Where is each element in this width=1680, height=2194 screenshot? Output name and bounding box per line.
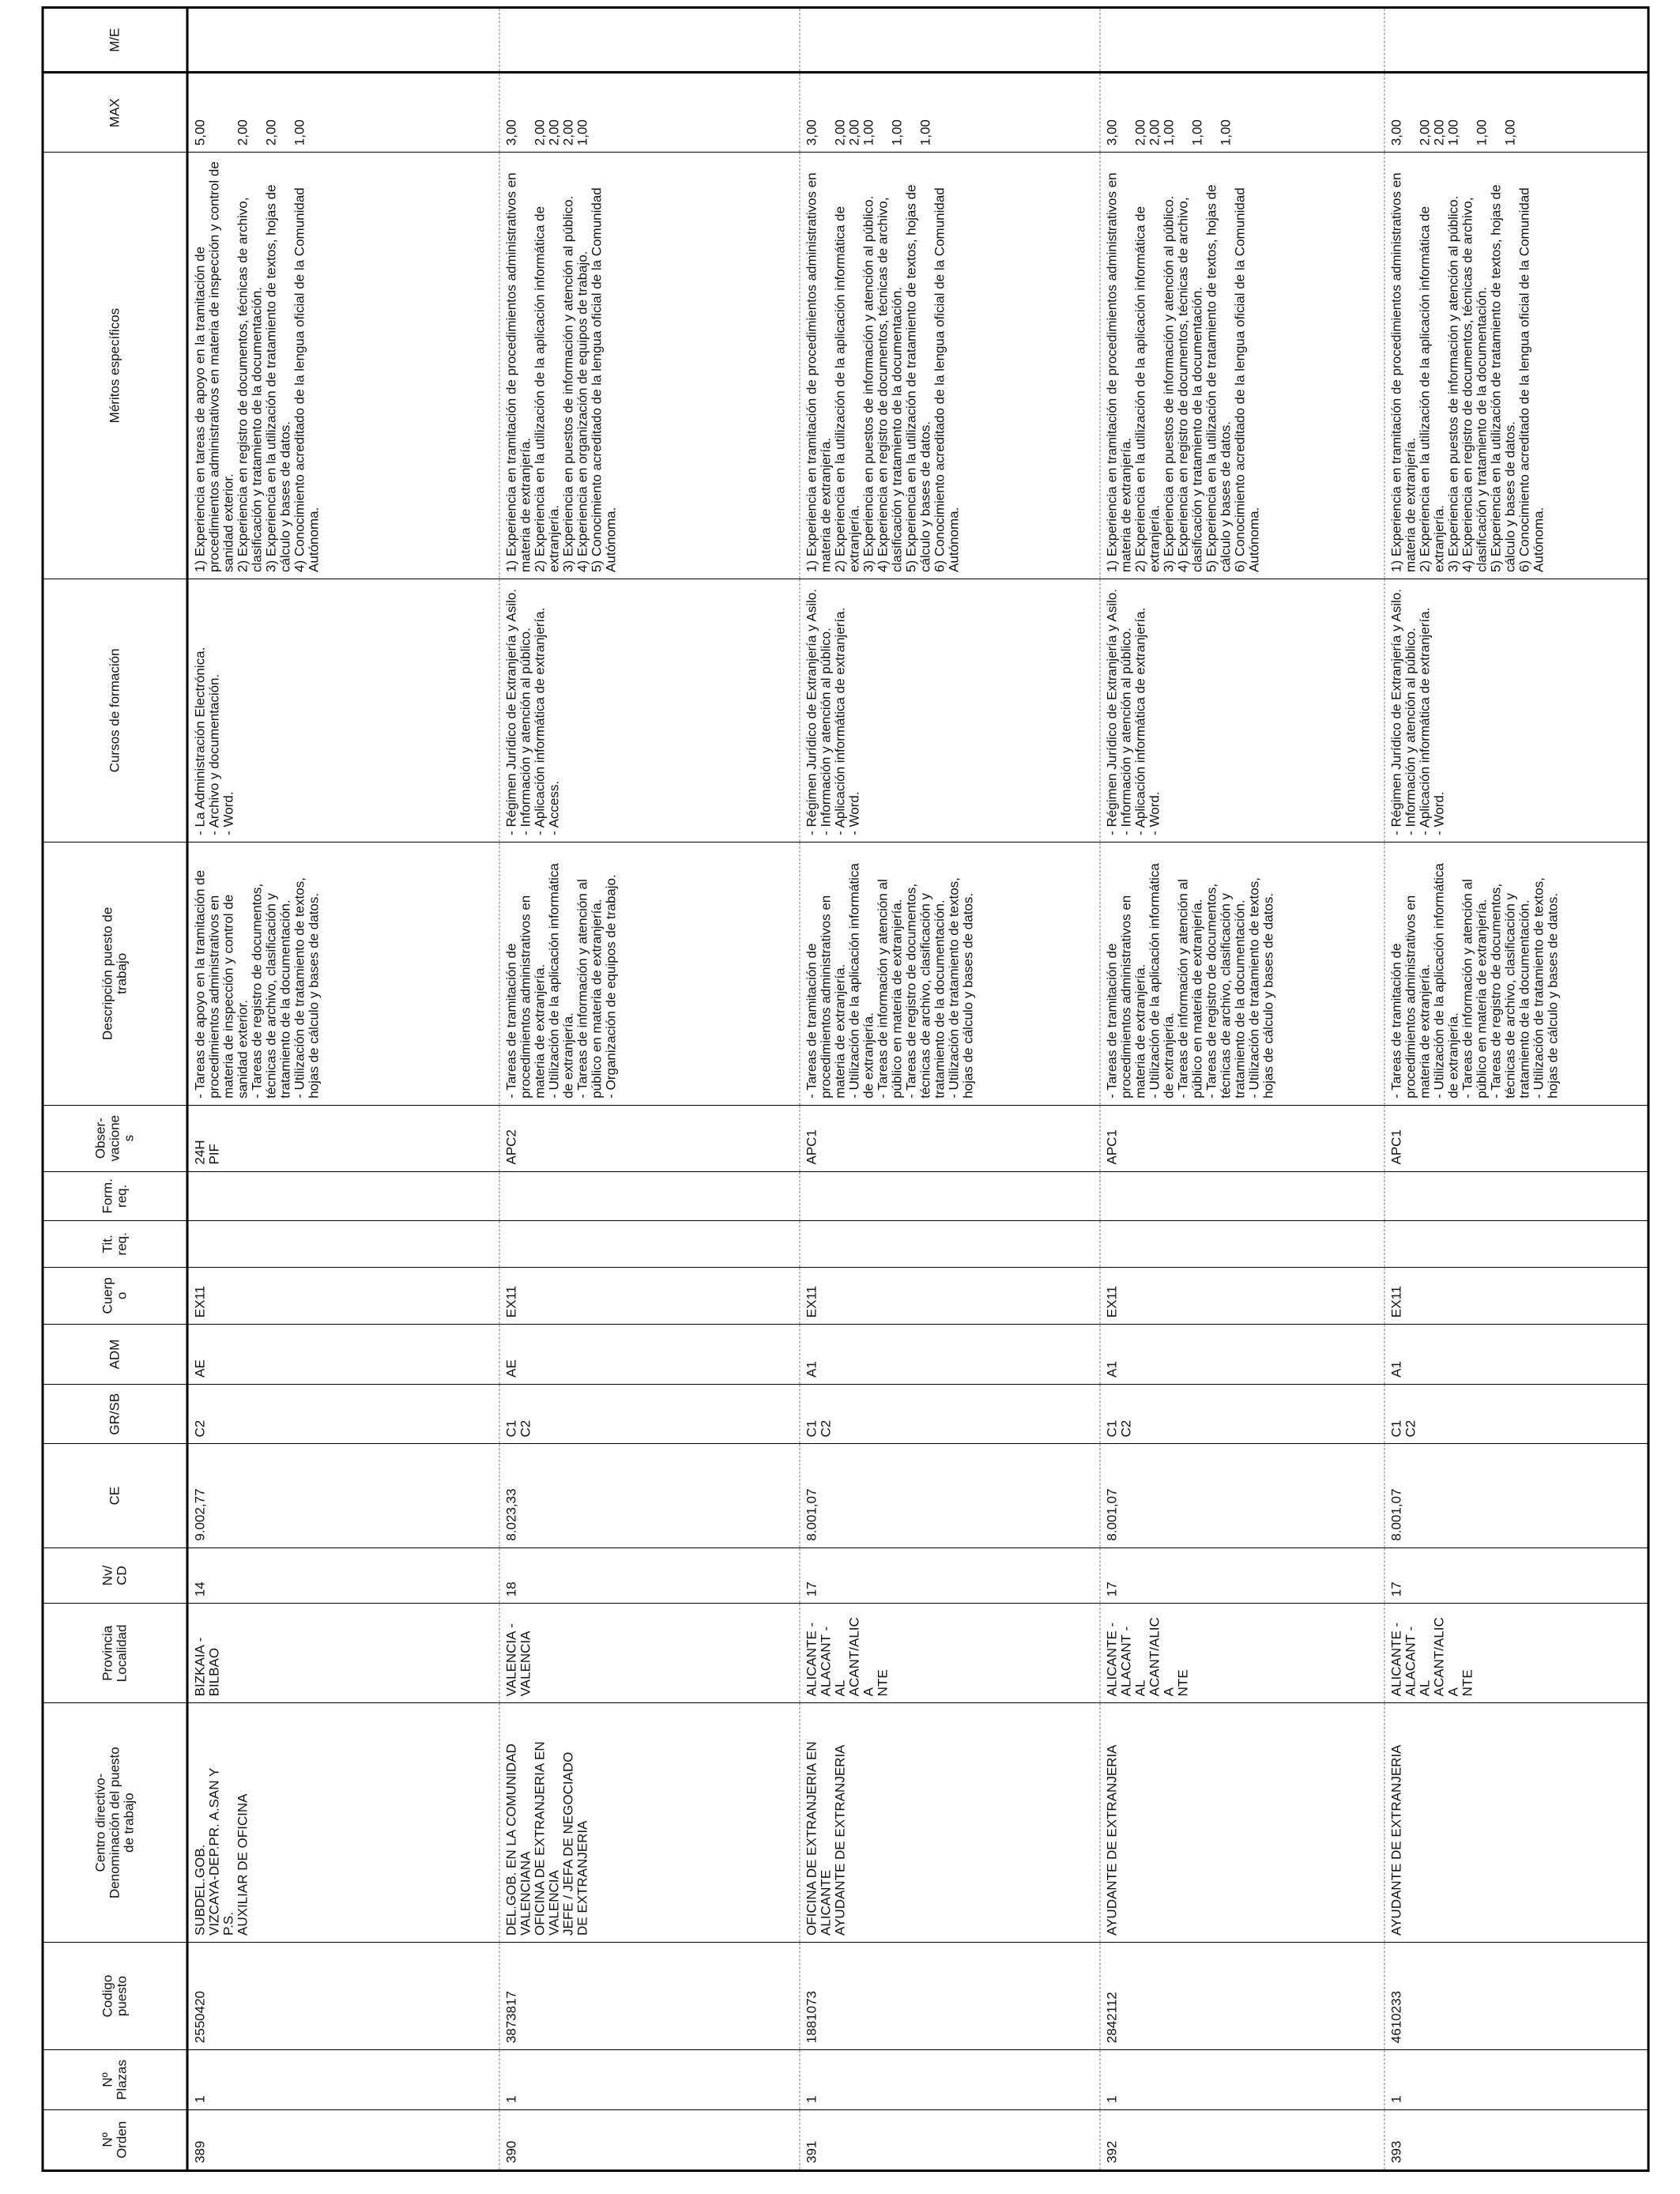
max-cell	[187, 73, 499, 153]
max-value: 1,00	[1474, 119, 1490, 146]
me-cell	[800, 9, 1100, 73]
max-value	[1490, 80, 1504, 145]
meritos-cell: 1) Experiencia en tramitación de procedimientos administrativos en materia de extranjería. 2) Experiencia en la utilización de la aplicación informática de extranjería. 3) Experiencia en puestos de información y atención al público. 4) Experiencia en registro de documentos, técnicas de archivo, clasificación y tratamiento de la documentación. 5) Experiencia en la utilización de tratamiento de textos, hojas de cálculo y bases de datos. 6) Conocimiento acreditado de la lengua oficial de la Comunidad Autónoma.	[1384, 153, 1648, 579]
codigo-cell: 2550420	[187, 1943, 499, 2050]
plazas-cell: 1	[1384, 2050, 1648, 2110]
max-cell	[499, 73, 800, 153]
header-ce: CE	[44, 1444, 188, 1547]
max-value	[1177, 80, 1191, 145]
max-value: 3,00	[1388, 119, 1404, 146]
form-cell	[1384, 1171, 1648, 1221]
cuerpo-cell: EX11	[800, 1267, 1100, 1325]
provincia-cell: ALICANTE - ALACANT - AL ACANT/ALICA NTE	[1100, 1604, 1384, 1703]
max-value	[905, 80, 919, 145]
adm-cell: AE	[187, 1325, 499, 1385]
max-value: 2,00	[832, 119, 848, 146]
tit-cell	[499, 1221, 800, 1268]
orden-cell: 391	[800, 2109, 1100, 2169]
adm-cell: A1	[1100, 1325, 1384, 1385]
ce-cell: 8.001,07	[1384, 1444, 1648, 1547]
max-value: 1,00	[917, 119, 933, 146]
tit-cell	[1100, 1221, 1384, 1268]
header-orden: Nº Orden	[44, 2109, 188, 2169]
grupo-cell: C1 C2	[1384, 1384, 1648, 1444]
max-value: 3,00	[804, 119, 819, 146]
nivel-cell: 14	[187, 1547, 499, 1604]
header-cursos: Cursos de formación	[44, 579, 188, 842]
header-plazas: Nº Plazas	[44, 2050, 188, 2110]
nivel-cell: 17	[1100, 1547, 1384, 1604]
header-obs: Obser- vaciones	[44, 1105, 188, 1171]
tit-cell	[1384, 1221, 1648, 1268]
tit-cell	[187, 1221, 499, 1268]
cursos-cell: - Régimen Jurídico de Extranjería y Asilo. - Información y atención al público. - Aplicación informática de extranjería. - Word.	[1384, 579, 1648, 842]
provincia-cell: BIZKAIA - BILBAO	[187, 1604, 499, 1703]
orden-cell: 393	[1384, 2109, 1648, 2169]
descripcion-cell: - Tareas de apoyo en la tramitación de procedimientos administrativos en materia de inspección y control de sanidad exterior. - Tareas de registro de documentos, técnicas de archivo, clasificación y tratamiento de la documentación. - Utilización de tratamiento de textos, hojas de cálculo y bases de datos.	[187, 842, 499, 1105]
form-cell	[499, 1171, 800, 1221]
puesto-name: AYUDANTE DE EXTRANJERIA	[832, 1744, 848, 1936]
max-value	[519, 80, 533, 145]
descripcion-cell: - Tareas de tramitación de procedimientos administrativos en materia de extranjería. - Utilización de la aplicación informática de extranjería. - Tareas de información y atención al público en materia de extranjería. - Tareas de registro de documentos, técnicas de archivo, clasificación y tratamiento de la documentación. - Utilización de tratamiento de textos, hojas de cálculo y bases de datos.	[800, 842, 1100, 1105]
header-provincia: Provincia Localidad	[44, 1604, 188, 1703]
max-value	[1205, 80, 1219, 145]
cuerpo-cell: EX11	[1384, 1267, 1648, 1325]
obs-cell: APC1	[1384, 1105, 1648, 1171]
max-value: 5,00	[192, 119, 208, 146]
obs-cell: APC2	[499, 1105, 800, 1171]
grupo-cell: C1 C2	[1100, 1384, 1384, 1444]
plazas-cell: 1	[187, 2050, 499, 2110]
centro-cell	[499, 1703, 800, 1943]
max-value	[819, 80, 834, 145]
provincia-cell: ALICANTE - ALACANT - AL ACANT/ALICA NTE	[800, 1604, 1100, 1703]
orden-cell: 389	[192, 2140, 208, 2163]
max-value: 3,00	[1104, 119, 1120, 146]
nivel-cell: 18	[499, 1547, 800, 1604]
header-codigo: Codigo puesto	[44, 1943, 188, 2050]
max-value	[279, 80, 293, 145]
adm-cell: AE	[499, 1325, 800, 1385]
cuerpo-cell: EX11	[499, 1267, 800, 1325]
max-value: 2,00	[1147, 119, 1162, 146]
ce-cell: 8.001,07	[1100, 1444, 1384, 1547]
max-value: 1,00	[861, 119, 876, 146]
max-value: 1,00	[1445, 119, 1461, 146]
nivel-cell: 17	[1384, 1547, 1648, 1604]
header-row	[44, 9, 188, 2169]
header-cuerpo: Cuerpo	[44, 1267, 188, 1325]
codigo-cell: 2842112	[1100, 1943, 1384, 2050]
ce-cell: 8.001,07	[800, 1444, 1100, 1547]
centro-cell	[1100, 1703, 1384, 1943]
form-cell	[187, 1171, 499, 1221]
max-value: 1,00	[1161, 119, 1177, 146]
puesto-name: AYUDANTE DE EXTRANJERIA	[1104, 1744, 1120, 1936]
header-form: Form. req.	[44, 1171, 188, 1221]
max-cell	[1384, 73, 1648, 153]
form-cell	[800, 1171, 1100, 1221]
cuerpo-cell: EX11	[187, 1267, 499, 1325]
max-value: 3,00	[503, 119, 519, 146]
codigo-cell: 4610233	[1384, 1943, 1648, 2050]
cursos-cell: - Régimen Jurídico de Extranjería y Asilo. - Información y atención al público. - Aplicación informática de extranjería. - Access.	[499, 579, 800, 842]
max-value	[250, 80, 265, 145]
header-adm: ADM	[44, 1325, 188, 1385]
max-value: 1,00	[1218, 119, 1234, 146]
max-value: 2,00	[846, 119, 862, 146]
max-value: 2,00	[532, 119, 548, 146]
max-value	[876, 80, 891, 145]
grupo-cell: C1 C2	[800, 1384, 1100, 1444]
cuerpo-cell: EX11	[1100, 1267, 1384, 1325]
obs-cell: APC1	[1100, 1105, 1384, 1171]
meritos-cell: 1) Experiencia en tramitación de procedimientos administrativos en materia de extranjería. 2) Experiencia en la utilización de la aplicación informática de extranjería. 3) Experiencia en puestos de información y atención al público. 4) Experiencia en registro de documentos, técnicas de archivo, clasificación y tratamiento de la documentación. 5) Experiencia en la utilización de tratamiento de textos, hojas de cálculo y bases de datos. 6) Conocimiento acreditado de la lengua oficial de la Comunidad Autónoma.	[800, 153, 1100, 579]
max-value	[1461, 80, 1475, 145]
descripcion-cell: - Tareas de tramitación de procedimientos administrativos en materia de extranjería. - Utilización de la aplicación informática de extranjería. - Tareas de información y atención al público en materia de extranjería. - Tareas de registro de documentos, técnicas de archivo, clasificación y tratamiento de la documentación. - Utilización de tratamiento de textos, hojas de cálculo y bases de datos.	[1384, 842, 1648, 1105]
max-value	[1120, 80, 1134, 145]
max-value: 2,00	[235, 119, 250, 146]
ce-cell: 8.023,33	[499, 1444, 800, 1547]
meritos-cell: 1) Experiencia en tareas de apoyo en la tramitación de procedimientos administrativos en materia de inspección y control de sanidad exterior. 2) Experiencia en registro de documentos, técnicas de archivo, clasificación y tratamiento de la documentación. 3) Experiencia en la utilización de tratamiento de textos, hojas de cálculo y bases de datos. 4) Conocimiento acreditado de la lengua oficial de la Comunidad Autónoma.	[187, 153, 499, 579]
plazas-cell: 1	[800, 2050, 1100, 2110]
table-row	[1100, 9, 1384, 2169]
max-value: 1,00	[1502, 119, 1518, 146]
header-tit: Tit. req.	[44, 1221, 188, 1268]
max-value: 1,00	[292, 119, 307, 146]
max-value: 1,00	[889, 119, 905, 146]
max-value	[222, 80, 236, 145]
max-value: 2,00	[1431, 119, 1447, 146]
codigo-cell: 3873817	[499, 1943, 800, 2050]
max-value	[208, 80, 222, 145]
centro-cell	[187, 1703, 499, 1943]
centro-cell	[1384, 1703, 1648, 1943]
cursos-cell: - Régimen Jurídico de Extranjería y Asilo. - Información y atención al público. - Aplicación informática de extranjería. - Word.	[800, 579, 1100, 842]
max-cell	[1100, 73, 1384, 153]
table-row	[800, 9, 1100, 2169]
codigo-cell: 1881073	[800, 1943, 1100, 2050]
meritos-cell: 1) Experiencia en tramitación de procedimientos administrativos en materia de extranjería. 2) Experiencia en la utilización de la aplicación informática de extranjería. 3) Experiencia en puestos de información y atención al público. 4) Experiencia en registro de documentos, técnicas de archivo, clasificación y tratamiento de la documentación. 5) Experiencia en la utilización de tratamiento de textos, hojas de cálculo y bases de datos. 6) Conocimiento acreditado de la lengua oficial de la Comunidad Autónoma.	[1100, 153, 1384, 579]
cursos-cell: - Régimen Jurídico de Extranjería y Asilo. - Información y atención al público. - Aplicación informática de extranjería. - Word.	[1100, 579, 1384, 842]
meritos-cell: 1) Experiencia en tramitación de procedimientos administrativos en materia de extranjería. 2) Experiencia en la utilización de la aplicación informática de extranjería. 3) Experiencia en puestos de información y atención al público. 4) Experiencia en organización de equipos de trabajo. 5) Conocimiento acreditado de la lengua oficial de la Comunidad Autónoma.	[499, 153, 800, 579]
me-cell	[1384, 9, 1648, 73]
max-value: 2,00	[263, 119, 279, 146]
table-row	[1384, 9, 1648, 2169]
puesto-name: JEFE / JEFA DE NEGOCIADO DE EXTRANJERIA	[560, 1751, 590, 1936]
header-descripcion: Descripción puesto de trabajo	[44, 842, 188, 1105]
me-cell	[187, 9, 499, 73]
table-row	[499, 9, 800, 2169]
centro-heading: DEL.GOB. EN LA COMUNIDAD VALENCIANA OFICINA DE EXTRANJERIA EN VALENCIA	[503, 1741, 562, 1936]
puesto-name: AYUDANTE DE EXTRANJERIA	[1388, 1744, 1404, 1936]
rotated-page	[42, 6, 1650, 2172]
plazas-cell: 1	[499, 2050, 800, 2110]
orden-cell: 392	[1100, 2109, 1384, 2169]
grupo-cell: C1 C2	[499, 1384, 800, 1444]
max-value	[1404, 80, 1418, 145]
header-max: MAX	[44, 73, 188, 153]
grupo-cell: C2	[187, 1384, 499, 1444]
max-value: 1,00	[574, 119, 590, 146]
header-meritos: Méritos específicos	[44, 153, 188, 579]
descripcion-cell: - Tareas de tramitación de procedimientos administrativos en materia de extranjería. - Utilización de la aplicación informática de extranjería. - Tareas de información y atención al público en materia de extranjería. - Tareas de registro de documentos, técnicas de archivo, clasificación y tratamiento de la documentación. - Utilización de tratamiento de textos, hojas de cálculo y bases de datos.	[1100, 842, 1384, 1105]
orden-cell: 390	[499, 2109, 800, 2169]
max-value: 2,00	[560, 119, 576, 146]
header-nivel: Nv/ CD	[44, 1547, 188, 1604]
provincia-cell: VALENCIA - VALENCIA	[499, 1604, 800, 1703]
cursos-cell: - La Administración Electrónica. - Archivo y documentación. - Word.	[187, 579, 499, 842]
provincia-cell: ALICANTE - ALACANT - AL ACANT/ALICA NTE	[1384, 1604, 1648, 1703]
centro-heading: OFICINA DE EXTRANJERIA EN ALICANTE	[804, 1741, 834, 1936]
nivel-cell: 17	[800, 1547, 1100, 1604]
descripcion-cell: - Tareas de tramitación de procedimientos administrativos en materia de extranjería. - Utilización de la aplicación informática de extranjería. - Tareas de información y atención al público en materia de extranjería. - Organización de equipos de trabajo.	[499, 842, 800, 1105]
tit-cell	[800, 1221, 1100, 1268]
centro-cell	[800, 1703, 1100, 1943]
form-cell	[1100, 1171, 1384, 1221]
max-value: 2,00	[1417, 119, 1433, 146]
ce-cell: 9.002,77	[187, 1444, 499, 1547]
header-me: M/E	[44, 9, 188, 73]
max-value: 1,00	[1189, 119, 1205, 146]
positions-table	[44, 9, 1648, 2169]
max-value: 2,00	[1132, 119, 1148, 146]
obs-cell: APC1	[800, 1105, 1100, 1171]
header-grupo: GR/SB	[44, 1384, 188, 1444]
max-value: 2,00	[546, 119, 562, 146]
me-cell	[499, 9, 800, 73]
header-centro: Centro directivo- Denominación del puesto de trabajo	[44, 1703, 188, 1943]
max-cell	[800, 73, 1100, 153]
me-cell	[1100, 9, 1384, 73]
table-row	[187, 9, 499, 2169]
puesto-name: AUXILIAR DE OFICINA	[235, 1793, 250, 1936]
centro-heading: SUBDEL.GOB. VIZCAYA-DEP.PR. A.SAN Y P.S.	[192, 1767, 236, 1936]
adm-cell: A1	[1384, 1325, 1648, 1385]
adm-cell: A1	[800, 1325, 1100, 1385]
obs-cell: 24H PIF	[187, 1105, 499, 1171]
plazas-cell: 1	[1100, 2050, 1384, 2110]
